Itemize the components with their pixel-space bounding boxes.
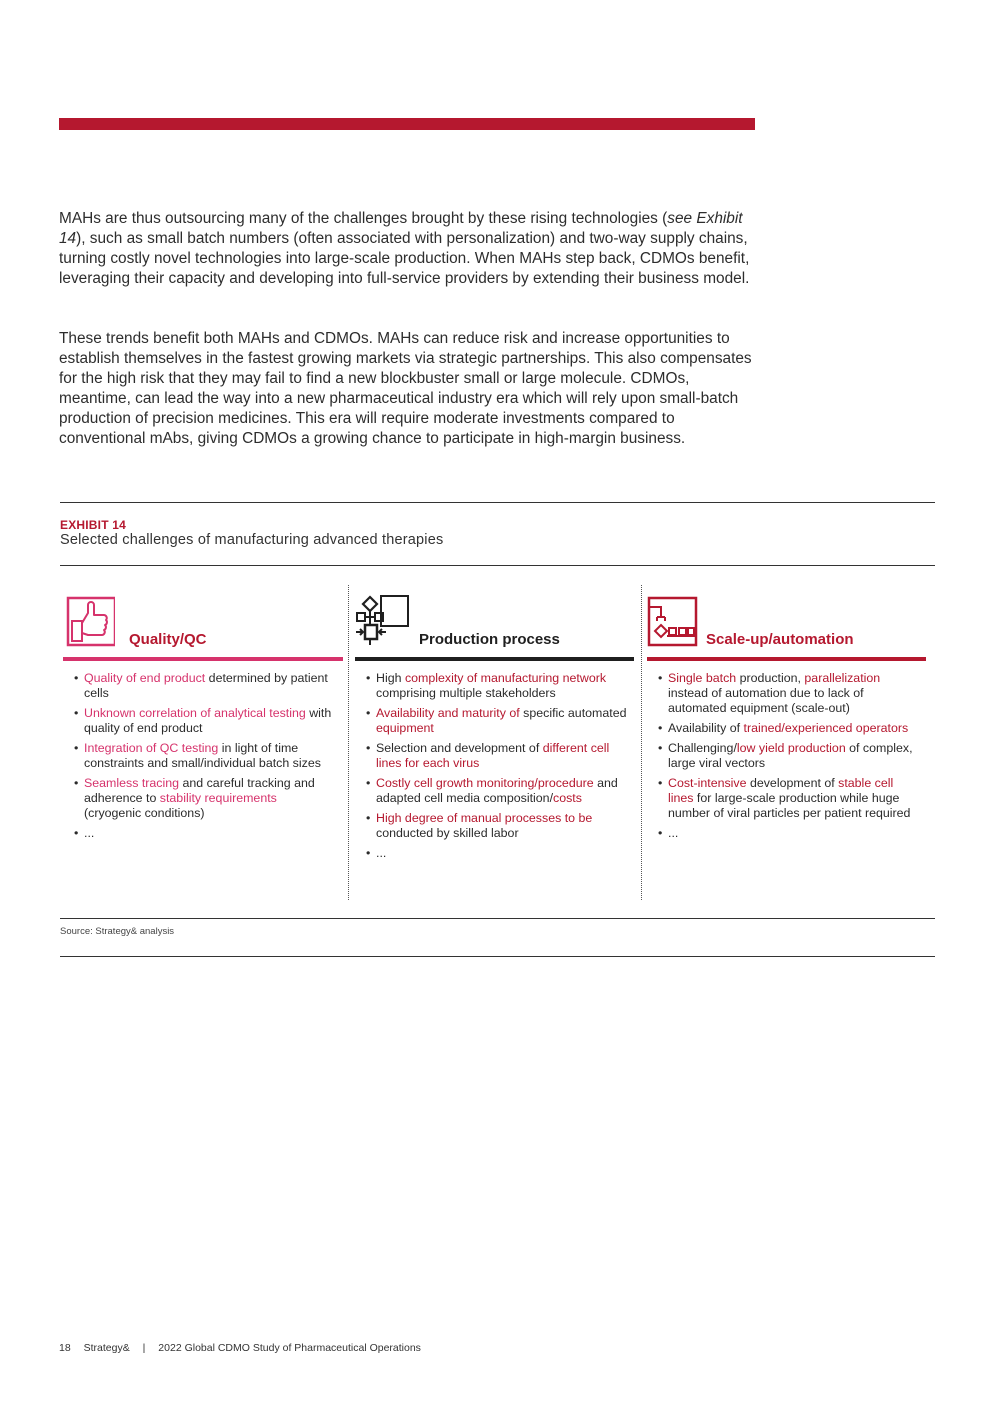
highlighted-text: stable cell lines <box>668 776 894 805</box>
column-title: Quality/QC <box>129 631 207 648</box>
column-divider <box>348 585 349 900</box>
column-rule <box>355 657 634 661</box>
footer-separator: | <box>142 1342 146 1354</box>
item-text: and adapted cell media composition/ <box>376 776 618 805</box>
intro-paragraph <box>59 209 759 289</box>
highlighted-text: High degree of manual processes to be <box>376 811 593 825</box>
thumbs-up-icon <box>63 595 115 647</box>
challenge-item <box>74 826 334 841</box>
item-text: Challenging/ <box>668 741 737 755</box>
item-text: conducted by skilled labor <box>376 826 519 840</box>
page-footer <box>59 1342 431 1354</box>
item-text: Availability of <box>668 721 744 735</box>
challenge-item <box>366 706 628 736</box>
item-text: development of <box>746 776 839 790</box>
item-text: and careful tracking and adherence to <box>84 776 315 805</box>
exhibit-title: Selected challenges of manufacturing advanced therapies <box>60 532 444 548</box>
highlighted-text: trained/experienced operators <box>743 721 909 735</box>
column-divider <box>641 585 642 900</box>
challenge-item <box>366 776 628 806</box>
challenge-item <box>658 721 918 736</box>
challenge-item <box>658 671 918 716</box>
item-text: with quality of end product <box>84 706 332 735</box>
highlighted-text: Quality of end product <box>84 671 206 685</box>
exhibit-reference: see Exhibit 14 <box>59 210 743 247</box>
page-number: 18 <box>59 1342 71 1354</box>
challenge-item <box>74 776 334 821</box>
paragraph-text: MAHs are thus outsourcing many of the challenges brought by these rising technologies ( <box>59 210 668 227</box>
item-text: ... <box>668 826 679 840</box>
item-text: for large-scale production while huge number of viral particles per patient required <box>668 791 911 820</box>
challenge-item <box>74 706 334 736</box>
exhibit-top-rule <box>60 502 935 503</box>
exhibit-bottom-rule <box>60 918 935 919</box>
process-flowchart-icon <box>355 595 407 647</box>
column-rule <box>63 657 343 661</box>
highlighted-text: Cost-intensive <box>668 776 747 790</box>
highlighted-text: Costly cell growth monitoring/procedure <box>376 776 594 790</box>
publication-title: 2022 Global CDMO Study of Pharmaceutical Operations <box>158 1342 421 1354</box>
highlighted-text: equipment <box>376 721 434 735</box>
item-text: (cryogenic conditions) <box>84 806 205 820</box>
item-text: ... <box>84 826 95 840</box>
source-rule <box>60 956 935 957</box>
highlighted-text: low yield production <box>736 741 846 755</box>
paragraph-text: ), such as small batch numbers (often associated with personalization) and two-way supply chains, turning costly novel technologies into large-scale production. When MAHs step back, CDMOs benefit, leveraging their capacity and developing into full-service providers by extending their business model. <box>59 230 750 287</box>
header-accent-bar <box>59 118 755 130</box>
column-title: Production process <box>419 631 560 648</box>
highlighted-text: parallelization <box>804 671 881 685</box>
highlighted-text: Single batch <box>668 671 737 685</box>
item-text: instead of automation due to lack of automated equipment (scale-out) <box>668 686 864 715</box>
challenge-item <box>74 741 334 771</box>
highlighted-text: Availability and maturity of <box>376 706 520 720</box>
challenge-item <box>366 811 628 841</box>
item-text: specific automated <box>519 706 627 720</box>
challenge-item <box>366 741 628 771</box>
item-text: ... <box>376 846 387 860</box>
challenge-list <box>658 671 918 846</box>
challenge-item <box>658 776 918 821</box>
exhibit-label: EXHIBIT 14 <box>60 518 127 532</box>
challenge-item <box>74 671 334 701</box>
challenge-item <box>366 671 628 701</box>
highlighted-text: different cell lines for each virus <box>376 741 610 770</box>
item-text: of complex, large viral vectors <box>668 741 913 770</box>
highlighted-text: complexity of manufacturing network <box>404 671 607 685</box>
column-rule <box>647 657 926 661</box>
trends-paragraph: These trends benefit both MAHs and CDMOs. MAHs can reduce risk and increase opportunities to establish themselves in the fastest growing markets via strategic partnerships. This also compensates for the high risk that they may fail to find a new blockbuster small or large molecule. CDMOs, meantime, can lead the way into a new pharmaceutical industry era which will rely upon small-batch production of precision medicines. This era will require moderate investments compared to conventional mAbs, giving CDMOs a growing chance to participate in high-margin business. <box>59 330 752 447</box>
item-text: in light of time constraints and small/individual batch sizes <box>84 741 321 770</box>
item-text: determined by patient cells <box>84 671 328 700</box>
challenge-item <box>366 846 628 861</box>
highlighted-text: Integration of QC testing <box>84 741 219 755</box>
highlighted-text: Seamless tracing <box>84 776 180 790</box>
source-note: Source: Strategy& analysis <box>60 926 175 937</box>
challenge-item <box>658 741 918 771</box>
challenge-list <box>74 671 334 846</box>
item-text: production, <box>736 671 805 685</box>
challenge-list <box>366 671 628 866</box>
item-text: High <box>376 671 405 685</box>
highlighted-text: Unknown correlation of analytical testing <box>84 706 306 720</box>
highlighted-text: stability requirements <box>159 791 277 805</box>
challenge-item <box>658 826 918 841</box>
exhibit-header-rule <box>60 565 935 566</box>
highlighted-text: costs <box>553 791 582 805</box>
column-title: Scale-up/automation <box>706 631 854 648</box>
item-text: comprising multiple stakeholders <box>376 686 556 700</box>
item-text: Selection and development of <box>376 741 543 755</box>
robot-arm-icon <box>647 595 699 647</box>
brand-name: Strategy& <box>83 1342 130 1354</box>
